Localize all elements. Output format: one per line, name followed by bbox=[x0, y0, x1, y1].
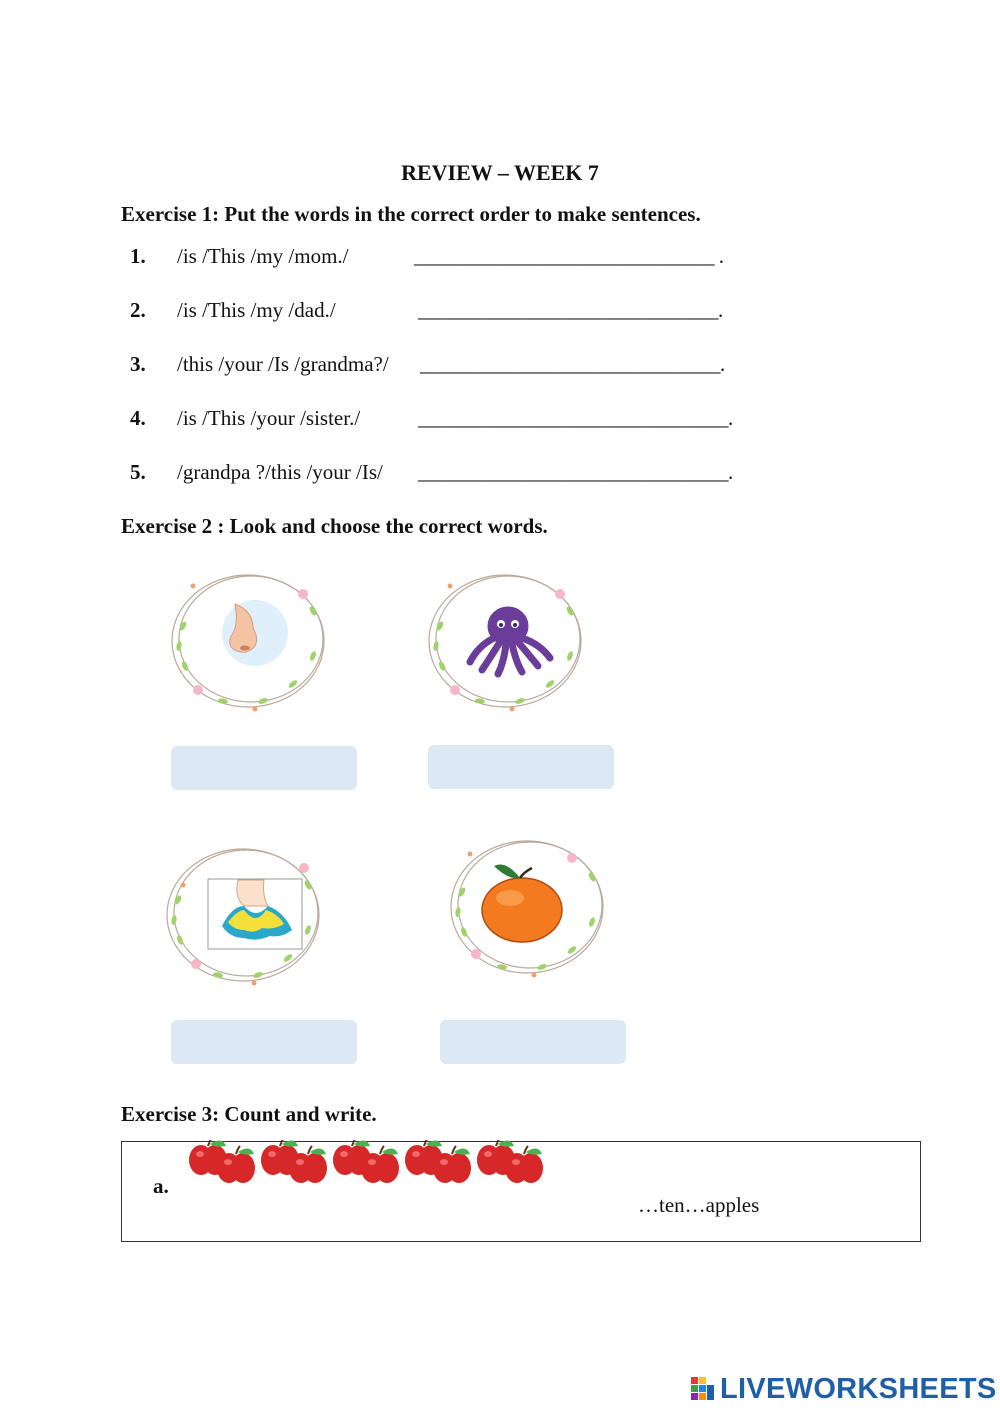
question-number: 1. bbox=[130, 244, 146, 268]
liveworksheets-logo-icon bbox=[690, 1376, 716, 1402]
brand-footer bbox=[690, 1372, 997, 1406]
octopus-icon bbox=[470, 607, 550, 674]
answer-blank[interactable]: ______________________________. bbox=[420, 352, 725, 376]
question-number: 4. bbox=[130, 406, 146, 430]
answer-input-nose[interactable] bbox=[171, 746, 357, 790]
orange-picture bbox=[442, 832, 612, 982]
question-prompt: /is /This /my /mom./ bbox=[177, 244, 349, 268]
answer-blank[interactable]: ______________________________. bbox=[418, 298, 723, 322]
answer-blank[interactable]: ______________________________ . bbox=[414, 244, 724, 268]
apples-group bbox=[188, 1140, 548, 1192]
neck-icon bbox=[208, 879, 302, 949]
neck-picture bbox=[158, 840, 328, 990]
question-number: 3. bbox=[130, 352, 146, 376]
exercise-1-heading: Exercise 1: Put the words in the correct order to make sentences. bbox=[121, 202, 701, 226]
count-answer: …ten…apples bbox=[638, 1193, 760, 1217]
answer-input-orange[interactable] bbox=[440, 1020, 626, 1064]
nose-picture bbox=[163, 566, 333, 716]
octopus-picture bbox=[420, 566, 590, 716]
question-prompt: /is /This /my /dad./ bbox=[177, 298, 336, 322]
question-number: 2. bbox=[130, 298, 146, 322]
question-prompt: /this /your /Is /grandma?/ bbox=[177, 352, 389, 376]
question-prompt: /grandpa ?/this /your /Is/ bbox=[177, 460, 383, 484]
exercise-2-heading: Exercise 2 : Look and choose the correct words. bbox=[121, 514, 548, 538]
answer-input-neck[interactable] bbox=[171, 1020, 357, 1064]
item-label: a. bbox=[153, 1174, 169, 1198]
page-title: REVIEW – WEEK 7 bbox=[401, 160, 599, 185]
nose-icon bbox=[222, 600, 288, 666]
answer-input-octopus[interactable] bbox=[428, 745, 614, 789]
brand-name: LIVEWORKSHEETS bbox=[720, 1372, 997, 1405]
exercise-3-heading: Exercise 3: Count and write. bbox=[121, 1102, 377, 1126]
orange-icon bbox=[482, 865, 562, 943]
question-prompt: /is /This /your /sister./ bbox=[177, 406, 361, 430]
answer-blank[interactable]: _______________________________. bbox=[418, 460, 733, 484]
answer-blank[interactable]: _______________________________. bbox=[418, 406, 733, 430]
question-number: 5. bbox=[130, 460, 146, 484]
